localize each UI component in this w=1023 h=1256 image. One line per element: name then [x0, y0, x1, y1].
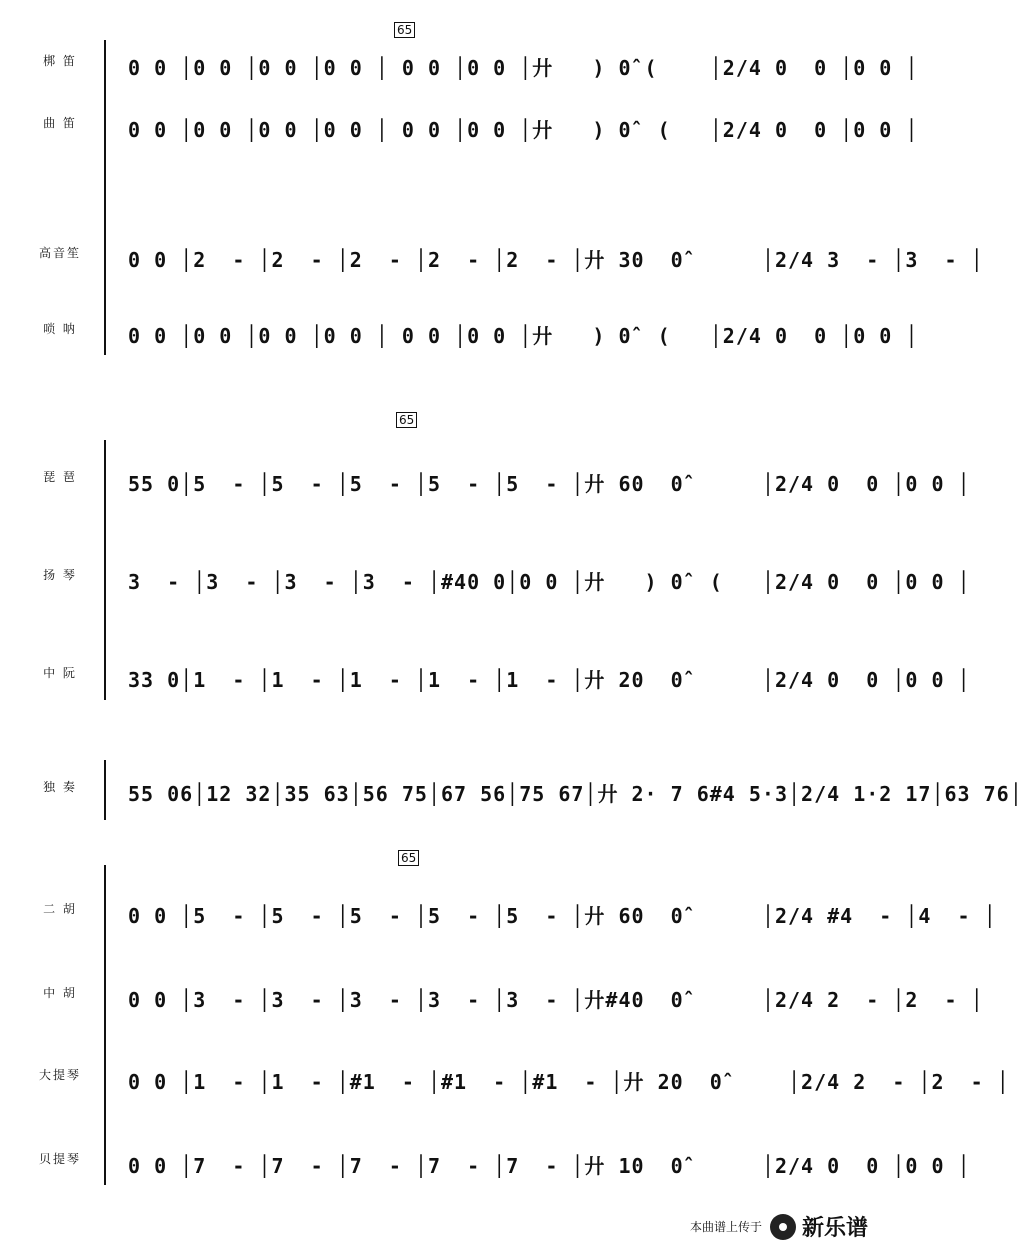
instrument-label: 梆 笛 — [43, 54, 77, 68]
staff-notes: 0 0 │0 0 │0 0 │0 0 │ 0 0 │0 0 │廾 ) 0̂ ( │2/4 0 0 │0 0 │ — [128, 56, 919, 80]
site-name: 新乐谱 — [801, 1216, 868, 1241]
staff-notes: 0 0 │0 0 │0 0 │0 0 │ 0 0 │0 0 │廾 ) 0̂ ( │2/4 0 0 │0 0 │ — [128, 118, 919, 142]
footer — [690, 1211, 868, 1242]
instrument-label: 二 胡 — [43, 902, 77, 916]
brace-strings — [104, 865, 110, 1185]
staff-notes: 3 - │3 - │3 - │3 - │#40 0│0 0 │廾 ) 0̂ ( │2/4 0 0 │0 0 │ — [128, 570, 971, 594]
instrument-label: 琵 琶 — [43, 470, 77, 484]
brace-plucked — [104, 440, 110, 700]
staff-notes: 33 0│1 - │1 - │1 - │1 - │1 - │廾 20 0̂ │2/4 0 0 │0 0 │ — [128, 668, 971, 692]
staff-notes: 0 0 │0 0 │0 0 │0 0 │ 0 0 │0 0 │廾 ) 0̂ ( │2/4 0 0 │0 0 │ — [128, 324, 919, 348]
rehearsal-mark-3: 65 — [398, 850, 419, 866]
instrument-label: 唢 呐 — [43, 322, 77, 336]
site-logo — [770, 1211, 868, 1242]
instrument-label: 中 胡 — [43, 986, 77, 1000]
staff-notes: 0 0 │2 - │2 - │2 - │2 - │2 - │廾 30 0̂ │2/4 3 - │3 - │ — [128, 248, 984, 272]
staff-notes: 0 0 │3 - │3 - │3 - │3 - │3 - │廾#40 0̂ │2/4 2 - │2 - │ — [128, 988, 984, 1012]
instrument-label: 扬 琴 — [43, 568, 77, 582]
upload-text: 本曲谱上传于 — [689, 1220, 762, 1234]
disc-icon — [770, 1214, 796, 1240]
instrument-label: 高音笙 — [38, 246, 81, 260]
instrument-label: 大提琴 — [38, 1068, 81, 1082]
instrument-label: 中 阮 — [43, 666, 77, 680]
instrument-label: 曲 笛 — [43, 116, 77, 130]
staff-notes: 55 0│5 - │5 - │5 - │5 - │5 - │廾 60 0̂ │2/4 0 0 │0 0 │ — [128, 472, 971, 496]
rehearsal-mark-1: 65 — [394, 22, 415, 38]
instrument-label: 贝提琴 — [38, 1152, 81, 1166]
brace-solo — [104, 760, 110, 820]
staff-notes: 0 0 │7 - │7 - │7 - │7 - │7 - │廾 10 0̂ │2/4 0 0 │0 0 │ — [128, 1154, 971, 1178]
brace-winds — [104, 40, 110, 355]
staff-notes: 55 06│12 32│35 63│56 75│67 56│75 67│廾 2· 7 6#4 5·3│2/4 1·2 17│63 76│ — [128, 782, 1023, 806]
staff-notes: 0 0 │1 - │1 - │#1 - │#1 - │#1 - │廾 20 0̂ │2/4 2 - │2 - │ — [128, 1070, 1010, 1094]
staff-notes: 0 0 │5 - │5 - │5 - │5 - │5 - │廾 60 0̂ │2/4 #4 - │4 - │ — [128, 904, 997, 928]
rehearsal-mark-2: 65 — [396, 412, 417, 428]
instrument-label: 独 奏 — [43, 780, 77, 794]
